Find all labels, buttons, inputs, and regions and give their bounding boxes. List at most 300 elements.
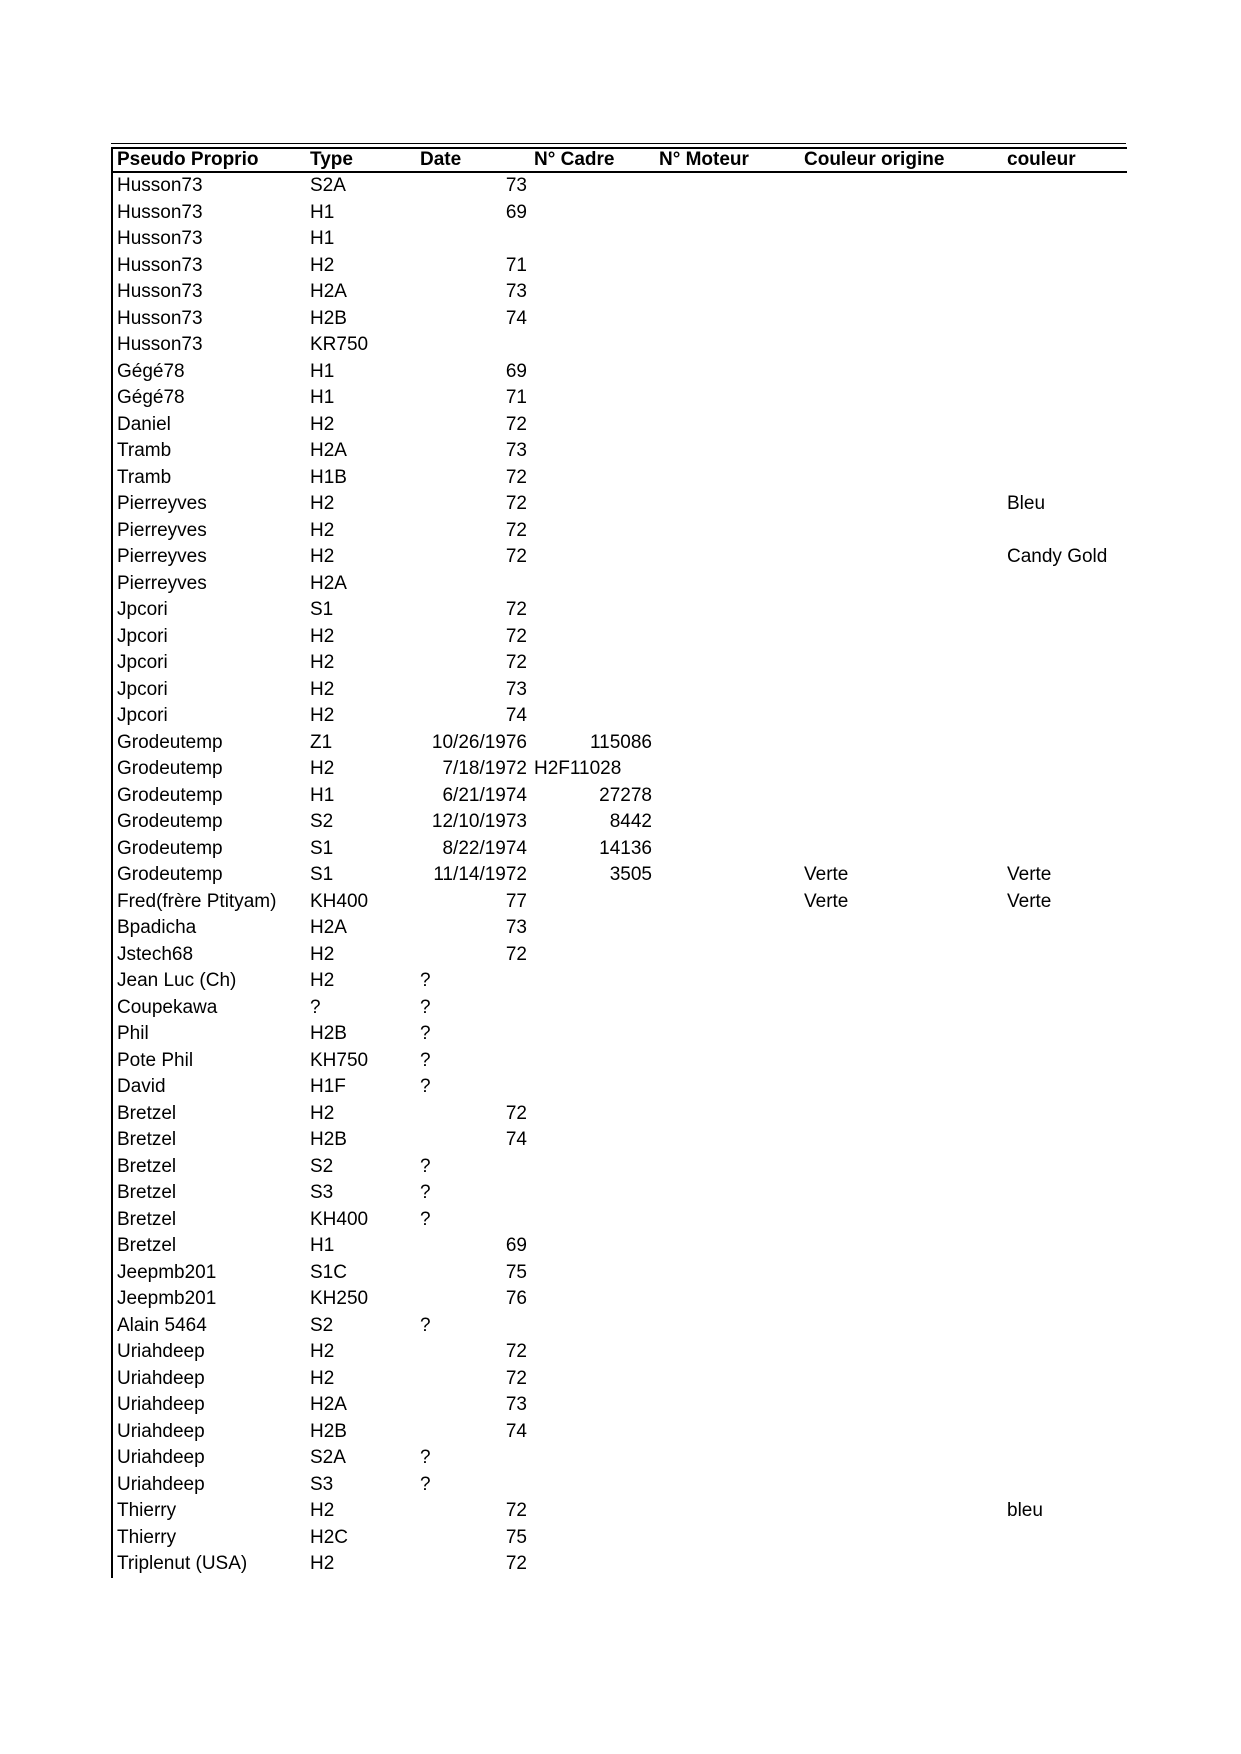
cell-couleur-origine	[800, 544, 1003, 571]
cell-couleur	[1003, 1419, 1127, 1446]
cell-date: 7/18/1972	[442, 758, 527, 779]
cell-type: H1	[310, 387, 335, 408]
cell-date: 6/21/1974	[442, 784, 527, 806]
cell-date: ?	[420, 1076, 431, 1097]
cell-date: 74	[505, 705, 527, 726]
cell-pseudo-proprio: Thierry	[117, 1526, 177, 1548]
table-row	[112, 226, 1127, 253]
cell-n-moteur	[655, 385, 800, 412]
cell-type: S2	[310, 1314, 334, 1336]
cell-couleur-origine	[800, 1233, 1003, 1260]
cell-n-cadre	[530, 332, 655, 359]
cell-couleur	[1003, 1048, 1127, 1075]
cell-couleur-origine	[800, 253, 1003, 280]
cell-couleur-origine	[800, 465, 1003, 492]
cell-date	[416, 571, 530, 598]
cell-couleur	[1003, 438, 1127, 465]
cell-type: Z1	[310, 731, 333, 753]
cell-pseudo-proprio: Pierreyves	[117, 493, 207, 514]
cell-couleur-origine	[800, 809, 1003, 836]
cell-type: H1	[310, 201, 335, 223]
cell-date: 73	[505, 678, 527, 700]
cell-type: H2	[310, 652, 335, 673]
cell-pseudo-proprio: Daniel	[117, 413, 171, 435]
table-row	[112, 862, 1127, 889]
cell-n-cadre	[530, 1048, 655, 1075]
cell-date: ?	[420, 1208, 431, 1230]
cell-couleur-origine	[800, 1313, 1003, 1340]
cell-n-cadre	[530, 544, 655, 571]
cell-n-cadre	[530, 1180, 655, 1207]
cell-couleur	[1003, 915, 1127, 942]
header-n-moteur: N° Moteur	[655, 148, 800, 172]
cell-date: 73	[505, 1394, 527, 1415]
cell-couleur-origine	[800, 518, 1003, 545]
cell-type: S1C	[310, 1261, 347, 1283]
cell-couleur	[1003, 226, 1127, 253]
cell-type: H2B	[310, 1023, 347, 1044]
cell-type: H2	[310, 493, 335, 514]
cell-n-cadre	[530, 253, 655, 280]
cell-n-moteur	[655, 915, 800, 942]
cell-n-moteur	[655, 1260, 800, 1287]
cell-n-moteur	[655, 1101, 800, 1128]
cell-pseudo-proprio: Husson73	[117, 254, 203, 276]
cell-pseudo-proprio: Pierreyves	[117, 546, 207, 567]
cell-n-cadre	[530, 1525, 655, 1552]
cell-couleur	[1003, 1101, 1127, 1128]
cell-n-cadre	[530, 1313, 655, 1340]
cell-date: 72	[505, 546, 527, 567]
cell-couleur	[1003, 1154, 1127, 1181]
cell-pseudo-proprio: Bretzel	[117, 1102, 177, 1124]
cell-couleur	[1003, 624, 1127, 651]
cell-n-moteur	[655, 597, 800, 624]
cell-couleur-origine	[800, 438, 1003, 465]
cell-type: H1B	[310, 466, 347, 488]
cell-couleur-origine	[800, 1286, 1003, 1313]
table-row	[112, 1074, 1127, 1101]
table-row	[112, 438, 1127, 465]
cell-date: 72	[505, 413, 527, 435]
cell-date: 69	[505, 201, 527, 223]
cell-n-moteur	[655, 359, 800, 386]
cell-couleur-origine	[800, 1525, 1003, 1552]
cell-n-moteur	[655, 491, 800, 518]
cell-pseudo-proprio: Coupekawa	[117, 996, 218, 1018]
cell-date: 75	[505, 1526, 527, 1548]
table-row	[112, 703, 1127, 730]
cell-couleur	[1003, 412, 1127, 439]
table-row	[112, 1154, 1127, 1181]
cell-couleur-origine	[800, 200, 1003, 227]
cell-couleur-origine	[800, 942, 1003, 969]
cell-date: 10/26/1976	[431, 731, 527, 753]
cell-pseudo-proprio: Grodeutemp	[117, 784, 223, 806]
cell-pseudo-proprio: Uriahdeep	[117, 1473, 205, 1495]
owners-register-table	[111, 147, 1126, 1578]
cell-type: H2	[310, 1367, 335, 1389]
cell-type: H2	[310, 1102, 335, 1124]
cell-n-cadre	[530, 1127, 655, 1154]
cell-date: 69	[505, 1235, 527, 1256]
cell-type: H2	[310, 625, 335, 647]
cell-pseudo-proprio: Jpcori	[117, 652, 168, 673]
cell-pseudo-proprio: Thierry	[117, 1500, 177, 1521]
cell-couleur-origine	[800, 172, 1003, 200]
cell-pseudo-proprio: Uriahdeep	[117, 1447, 205, 1468]
cell-n-moteur	[655, 279, 800, 306]
cell-couleur	[1003, 1551, 1127, 1578]
cell-type: H1F	[310, 1076, 346, 1097]
cell-pseudo-proprio: Tramb	[117, 466, 172, 488]
cell-date: 76	[505, 1288, 527, 1309]
cell-n-cadre	[530, 1498, 655, 1525]
cell-couleur-origine	[800, 1498, 1003, 1525]
cell-type: S2A	[310, 1447, 346, 1468]
cell-date: 72	[505, 1553, 527, 1574]
table-row	[112, 1419, 1127, 1446]
cell-n-moteur	[655, 1419, 800, 1446]
cell-date: 72	[505, 519, 527, 541]
cell-n-cadre	[530, 1419, 655, 1446]
cell-couleur-origine	[800, 279, 1003, 306]
cell-n-cadre: 8442	[609, 811, 652, 832]
cell-date: 72	[505, 466, 527, 488]
table-row	[112, 1313, 1127, 1340]
cell-type: H1	[310, 784, 335, 806]
cell-type: H2A	[310, 917, 347, 938]
cell-pseudo-proprio: Jeepmb201	[117, 1288, 217, 1309]
table-row	[112, 624, 1127, 651]
cell-n-cadre	[530, 1551, 655, 1578]
cell-n-moteur	[655, 332, 800, 359]
cell-date: 72	[505, 943, 527, 965]
header-n-cadre: N° Cadre	[530, 148, 655, 172]
cell-type: H2A	[310, 1394, 347, 1415]
cell-date: ?	[420, 1182, 431, 1203]
cell-pseudo-proprio: Uriahdeep	[117, 1341, 205, 1362]
table-row	[112, 571, 1127, 598]
cell-couleur-origine	[800, 677, 1003, 704]
cell-n-cadre	[530, 1286, 655, 1313]
table-row	[112, 412, 1127, 439]
cell-pseudo-proprio: Grodeutemp	[117, 758, 223, 779]
data-table	[111, 147, 1127, 1578]
cell-type: KH400	[310, 890, 369, 912]
cell-type: H2	[310, 943, 335, 965]
cell-n-cadre	[530, 597, 655, 624]
table-row	[112, 942, 1127, 969]
cell-couleur	[1003, 1233, 1127, 1260]
cell-n-cadre	[530, 1074, 655, 1101]
cell-n-moteur	[655, 1551, 800, 1578]
table-row	[112, 332, 1127, 359]
table-row	[112, 756, 1127, 783]
cell-type: H1	[310, 1235, 335, 1256]
cell-couleur	[1003, 1472, 1127, 1499]
cell-n-moteur	[655, 1127, 800, 1154]
cell-couleur-origine	[800, 1551, 1003, 1578]
cell-n-cadre	[530, 412, 655, 439]
cell-couleur-origine	[800, 1180, 1003, 1207]
cell-type: S1	[310, 599, 334, 620]
cell-n-moteur	[655, 226, 800, 253]
cell-pseudo-proprio: Husson73	[117, 334, 203, 355]
cell-date: ?	[420, 1473, 431, 1495]
cell-n-moteur	[655, 809, 800, 836]
cell-n-cadre	[530, 968, 655, 995]
cell-type: KH400	[310, 1208, 369, 1230]
cell-couleur	[1003, 703, 1127, 730]
cell-n-cadre	[530, 172, 655, 200]
cell-couleur	[1003, 571, 1127, 598]
table-row	[112, 1392, 1127, 1419]
cell-pseudo-proprio: Bretzel	[117, 1155, 177, 1177]
cell-type: H2	[310, 758, 335, 779]
cell-couleur-origine	[800, 412, 1003, 439]
cell-couleur	[1003, 597, 1127, 624]
cell-n-cadre	[530, 677, 655, 704]
cell-pseudo-proprio: Jstech68	[117, 943, 194, 965]
cell-n-moteur	[655, 544, 800, 571]
cell-n-moteur	[655, 1392, 800, 1419]
cell-couleur-origine	[800, 1207, 1003, 1234]
cell-date: 8/22/1974	[442, 837, 527, 859]
table-row	[112, 1498, 1127, 1525]
cell-type: H2	[310, 519, 335, 541]
cell-couleur	[1003, 1339, 1127, 1366]
cell-couleur	[1003, 465, 1127, 492]
cell-n-cadre	[530, 995, 655, 1022]
cell-couleur	[1003, 200, 1127, 227]
cell-pseudo-proprio: Husson73	[117, 201, 203, 223]
cell-n-moteur	[655, 1154, 800, 1181]
cell-couleur-origine	[800, 1339, 1003, 1366]
cell-n-cadre	[530, 306, 655, 333]
cell-n-moteur	[655, 995, 800, 1022]
table-body	[112, 172, 1127, 1578]
cell-n-moteur	[655, 518, 800, 545]
table-row	[112, 1207, 1127, 1234]
cell-type: H2A	[310, 572, 347, 594]
cell-type: H2	[310, 413, 335, 435]
cell-type: H2	[310, 254, 335, 276]
cell-date: 72	[505, 1341, 527, 1362]
table-header-row	[112, 148, 1127, 172]
cell-n-cadre	[530, 359, 655, 386]
cell-couleur	[1003, 1074, 1127, 1101]
cell-couleur-origine	[800, 597, 1003, 624]
header-couleur: couleur	[1003, 148, 1127, 172]
header-couleur-origine: Couleur origine	[800, 148, 1003, 172]
cell-couleur-origine	[800, 703, 1003, 730]
cell-pseudo-proprio: Grodeutemp	[117, 811, 223, 832]
cell-n-cadre	[530, 1392, 655, 1419]
cell-n-moteur	[655, 730, 800, 757]
cell-couleur	[1003, 942, 1127, 969]
cell-date: 12/10/1973	[431, 811, 527, 832]
cell-couleur-origine: Verte	[804, 890, 849, 912]
cell-couleur	[1003, 756, 1127, 783]
cell-date: 71	[505, 254, 527, 276]
cell-n-moteur	[655, 862, 800, 889]
table-row	[112, 650, 1127, 677]
cell-couleur	[1003, 1525, 1127, 1552]
table-row	[112, 1101, 1127, 1128]
cell-pseudo-proprio: Husson73	[117, 307, 203, 329]
cell-pseudo-proprio: Husson73	[117, 175, 203, 196]
table-row	[112, 1048, 1127, 1075]
cell-couleur	[1003, 279, 1127, 306]
cell-pseudo-proprio: Grodeutemp	[117, 837, 223, 859]
cell-n-cadre	[530, 571, 655, 598]
cell-couleur-origine	[800, 968, 1003, 995]
cell-couleur-origine	[800, 491, 1003, 518]
cell-n-cadre	[530, 1021, 655, 1048]
cell-n-cadre	[530, 200, 655, 227]
cell-couleur	[1003, 677, 1127, 704]
cell-type: KR750	[310, 334, 369, 355]
cell-type: S3	[310, 1182, 334, 1203]
cell-type: H2	[310, 546, 335, 567]
cell-n-moteur	[655, 1207, 800, 1234]
table-row	[112, 306, 1127, 333]
table-row	[112, 1525, 1127, 1552]
cell-pseudo-proprio: Grodeutemp	[117, 864, 223, 885]
cell-couleur	[1003, 809, 1127, 836]
cell-couleur	[1003, 1445, 1127, 1472]
cell-date: 74	[505, 1129, 527, 1150]
cell-couleur	[1003, 968, 1127, 995]
cell-couleur	[1003, 359, 1127, 386]
cell-couleur-origine	[800, 1154, 1003, 1181]
cell-pseudo-proprio: Pote Phil	[117, 1049, 194, 1071]
cell-pseudo-proprio: Tramb	[117, 440, 172, 461]
table-row	[112, 1472, 1127, 1499]
table-row	[112, 172, 1127, 200]
cell-n-cadre	[530, 438, 655, 465]
cell-n-moteur	[655, 1021, 800, 1048]
cell-couleur-origine	[800, 226, 1003, 253]
cell-couleur	[1003, 1286, 1127, 1313]
cell-n-cadre: 115086	[590, 731, 652, 753]
cell-couleur	[1003, 332, 1127, 359]
table-row	[112, 385, 1127, 412]
cell-couleur	[1003, 1127, 1127, 1154]
cell-couleur-origine	[800, 1419, 1003, 1446]
cell-couleur: Candy Gold	[1007, 546, 1108, 567]
table-row	[112, 279, 1127, 306]
cell-couleur-origine	[800, 385, 1003, 412]
cell-type: H2	[310, 1500, 335, 1521]
cell-type: H2	[310, 1341, 335, 1362]
cell-date: 74	[505, 1420, 527, 1442]
table-row	[112, 1551, 1127, 1578]
cell-couleur	[1003, 730, 1127, 757]
cell-pseudo-proprio: Husson73	[117, 281, 203, 302]
cell-type: H2C	[310, 1526, 349, 1548]
cell-couleur-origine	[800, 1048, 1003, 1075]
cell-couleur-origine	[800, 730, 1003, 757]
cell-pseudo-proprio: Triplenut (USA)	[117, 1553, 248, 1574]
cell-date: ?	[420, 1049, 431, 1071]
cell-date: 73	[505, 440, 527, 461]
cell-n-cadre	[530, 1154, 655, 1181]
cell-n-cadre	[530, 1207, 655, 1234]
cell-n-moteur	[655, 1233, 800, 1260]
cell-date: 72	[505, 493, 527, 514]
cell-pseudo-proprio: Jpcori	[117, 678, 168, 700]
cell-n-moteur	[655, 1286, 800, 1313]
cell-type: S2	[310, 1155, 334, 1177]
cell-pseudo-proprio: Phil	[117, 1023, 149, 1044]
cell-date: 73	[505, 281, 527, 302]
cell-n-moteur	[655, 1525, 800, 1552]
cell-date: 69	[505, 360, 527, 382]
cell-n-cadre	[530, 385, 655, 412]
cell-date: ?	[420, 970, 431, 991]
table-row	[112, 1021, 1127, 1048]
cell-type: KH750	[310, 1049, 369, 1071]
cell-couleur	[1003, 1260, 1127, 1287]
cell-couleur-origine	[800, 1445, 1003, 1472]
cell-type: S1	[310, 864, 334, 885]
cell-n-cadre	[530, 491, 655, 518]
cell-n-cadre	[530, 1260, 655, 1287]
cell-pseudo-proprio: Bretzel	[117, 1235, 177, 1256]
cell-type: H1	[310, 228, 335, 249]
cell-date: 71	[505, 387, 527, 408]
cell-n-moteur	[655, 412, 800, 439]
cell-date: ?	[420, 1447, 431, 1468]
cell-pseudo-proprio: Uriahdeep	[117, 1394, 205, 1415]
cell-n-moteur	[655, 571, 800, 598]
table-row	[112, 889, 1127, 916]
cell-date: ?	[420, 1155, 431, 1177]
table-row	[112, 253, 1127, 280]
cell-n-moteur	[655, 836, 800, 863]
table-row	[112, 995, 1127, 1022]
cell-pseudo-proprio: David	[117, 1076, 166, 1097]
cell-couleur: bleu	[1007, 1500, 1043, 1521]
cell-date: 74	[505, 307, 527, 329]
cell-n-moteur	[655, 172, 800, 200]
cell-couleur-origine	[800, 1392, 1003, 1419]
cell-n-cadre	[530, 518, 655, 545]
cell-type: H2B	[310, 1420, 347, 1442]
cell-type: H2	[310, 970, 335, 991]
cell-n-moteur	[655, 677, 800, 704]
table-row	[112, 809, 1127, 836]
cell-pseudo-proprio: Grodeutemp	[117, 731, 223, 753]
cell-n-cadre	[530, 624, 655, 651]
cell-n-moteur	[655, 1074, 800, 1101]
cell-n-cadre	[530, 1445, 655, 1472]
cell-pseudo-proprio: Husson73	[117, 228, 203, 249]
table-row	[112, 518, 1127, 545]
cell-n-moteur	[655, 1048, 800, 1075]
cell-pseudo-proprio: Gégé78	[117, 387, 185, 408]
cell-type: S2A	[310, 175, 346, 196]
cell-couleur-origine	[800, 332, 1003, 359]
cell-n-cadre	[530, 226, 655, 253]
cell-date: 77	[505, 890, 527, 912]
cell-type: KH250	[310, 1288, 369, 1309]
cell-n-cadre	[530, 1339, 655, 1366]
cell-n-moteur	[655, 253, 800, 280]
cell-date: 72	[505, 1102, 527, 1124]
